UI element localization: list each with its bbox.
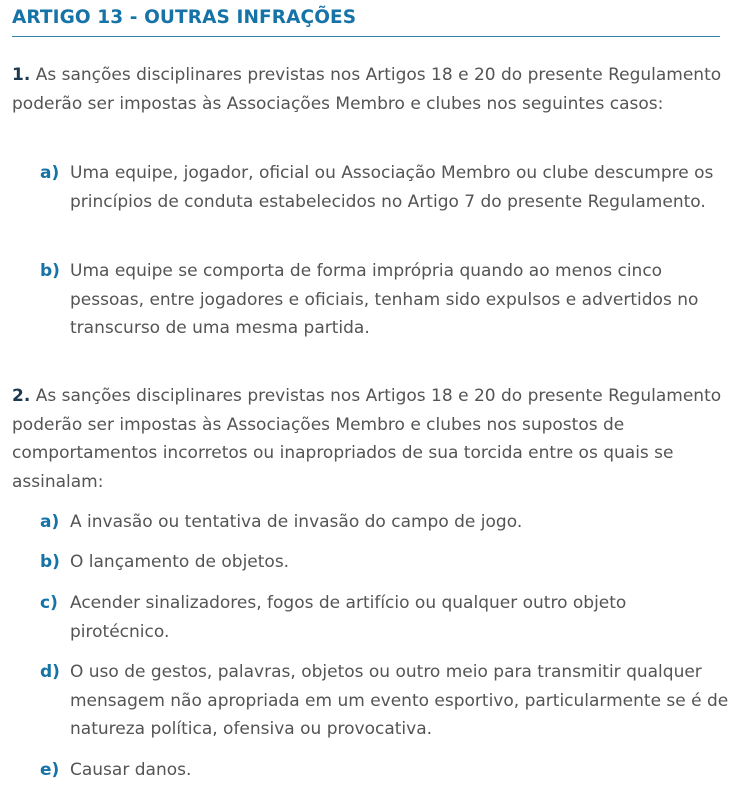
section-1-paragraph — [12, 61, 728, 118]
item-letter: d) — [40, 662, 60, 682]
item-letter: e) — [40, 760, 60, 780]
section-2-item-c — [40, 589, 730, 646]
item-letter: a) — [40, 512, 60, 532]
section-2-item-e — [40, 756, 730, 785]
item-text: O uso de gestos, palavras, objetos ou outro meio para transmitir qualquer mensagem não apropriada em um evento esportivo, particularmente se é de natureza política, ofensiva ou provocativa. — [70, 662, 729, 739]
section-1-text: As sanções disciplinares previstas nos Artigos 18 e 20 do presente Regulamento poderão ser impostas às Associações Membro e clubes nos seguintes casos: — [12, 65, 722, 114]
section-2-number: 2. — [12, 386, 31, 406]
item-letter: c) — [40, 593, 58, 613]
section-2-text: As sanções disciplinares previstas nos Artigos 18 e 20 do presente Regulamento poderão ser impostas às Associações Membro e clubes nos supostos de comportamentos incorretos ou inapropriados de sua torcida entre os quais se assinalam: — [12, 386, 722, 492]
section-2-paragraph — [12, 382, 728, 496]
section-1-item-a — [40, 159, 730, 216]
article-header — [12, 6, 720, 37]
item-letter: b) — [40, 261, 60, 281]
item-text: Uma equipe, jogador, oficial ou Associação Membro ou clube descumpre os princípios de conduta estabelecidos no Artigo 7 do presente Regulamento. — [70, 163, 714, 212]
item-text: A invasão ou tentativa de invasão do campo de jogo. — [70, 512, 523, 532]
item-text: Uma equipe se comporta de forma imprópria quando ao menos cinco pessoas, entre jogadores e oficiais, tenham sido expulsos e advertidos no transcurso de uma mesma partida. — [70, 261, 699, 338]
section-2-item-b — [40, 548, 730, 577]
article-title: ARTIGO 13 - OUTRAS INFRAÇÕES — [12, 7, 357, 28]
item-text: O lançamento de objetos. — [70, 552, 290, 572]
item-letter: a) — [40, 163, 60, 183]
section-1-number: 1. — [12, 65, 31, 85]
item-text: Acender sinalizadores, fogos de artifício ou qualquer outro objeto pirotécnico. — [70, 593, 627, 642]
section-2-item-d — [40, 658, 730, 744]
item-text: Causar danos. — [70, 760, 192, 780]
section-2-item-a — [40, 508, 730, 537]
item-letter: b) — [40, 552, 60, 572]
section-1-item-b — [40, 257, 730, 343]
